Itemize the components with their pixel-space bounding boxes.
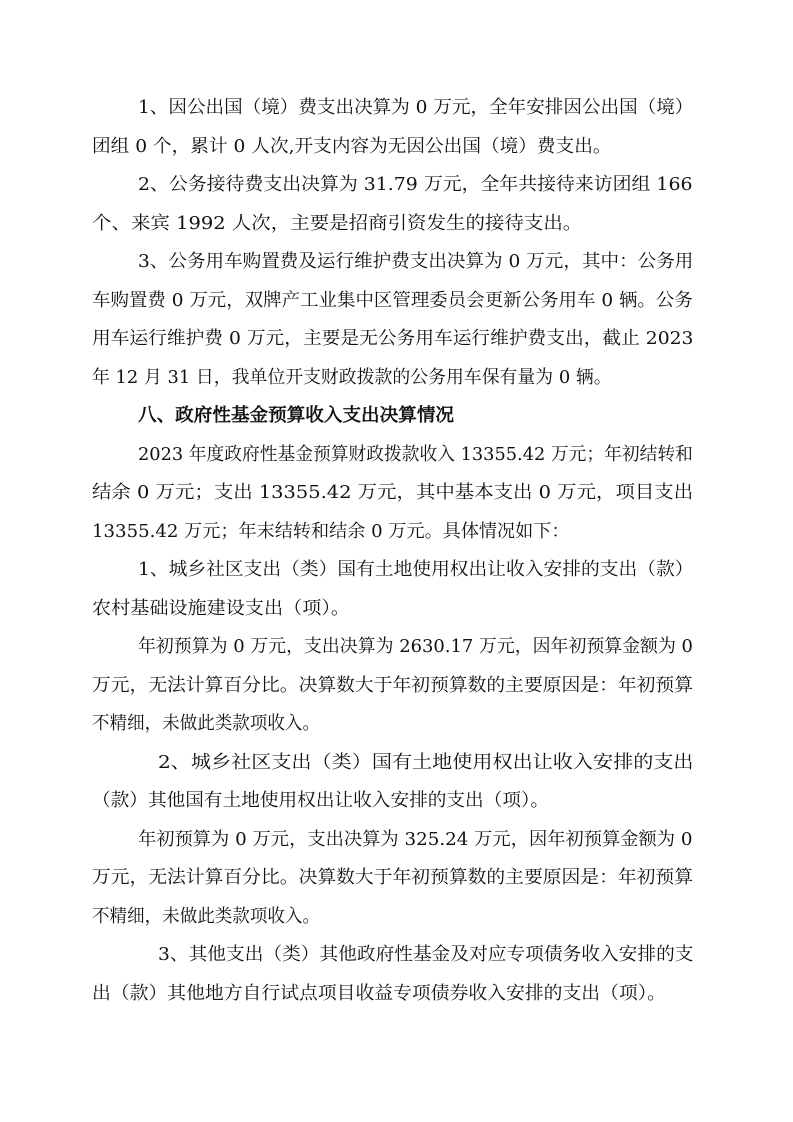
text-line: 万元，无法计算百分比。决算数大于年初预算数的主要原因是：年初预算 — [92, 867, 693, 888]
section-heading: 八、政府性基金预算收入支出决算情况 — [138, 405, 455, 426]
text-line: 农村基础设施建设支出（项）。 — [92, 598, 350, 619]
text-line: 团组 0 个，累计 0 人次,开支内容为无因公出国（境）费支出。 — [92, 136, 612, 157]
text-line: 2、城乡社区支出（类）国有土地使用权出让收入安排的支出 — [158, 752, 694, 773]
text-line: 个、来宾 1992 人次，主要是招商引资发生的接待支出。 — [92, 213, 583, 234]
text-line: 不精细，未做此类款项收入。 — [92, 713, 320, 734]
text-line: 不精细，未做此类款项收入。 — [92, 906, 320, 927]
text-line: 3、其他支出（类）其他政府性基金及对应专项债务收入安排的支 — [158, 944, 694, 965]
text-line: 年 12 月 31 日，我单位开支财政拨款的公务用车保有量为 0 辆。 — [92, 367, 612, 388]
text-line: 1、城乡社区支出（类）国有土地使用权出让收入安排的支出（款） — [138, 559, 694, 580]
text-line: 结余 0 万元；支出 13355.42 万元，其中基本支出 0 万元，项目支出 — [92, 482, 694, 503]
text-line: 车购置费 0 万元，双牌产工业集中区管理委员会更新公务用车 0 辆。公务 — [92, 290, 693, 311]
text-line: 用车运行维护费 0 万元，主要是无公务用车运行维护费支出，截止 2023 — [92, 328, 694, 349]
text-line: 1、因公出国（境）费支出决算为 0 万元，全年安排因公出国（境） — [138, 97, 694, 118]
text-line: 万元，无法计算百分比。决算数大于年初预算数的主要原因是：年初预算 — [92, 675, 693, 696]
text-line: 3、公务用车购置费及运行维护费支出决算为 0 万元，其中：公务用 — [138, 251, 694, 272]
text-line: 出（款）其他地方自行试点项目收益专项债券收入安排的支出（项）。 — [92, 983, 666, 1004]
text-line: 年初预算为 0 万元，支出决算为 325.24 万元，因年初预算金额为 0 — [138, 829, 693, 850]
text-line: 年初预算为 0 万元，支出决算为 2630.17 万元，因年初预算金额为 0 — [138, 636, 693, 657]
text-line: 2、公务接待费支出决算为 31.79 万元，全年共接待来访团组 166 — [138, 174, 693, 195]
text-line: 13355.42 万元；年末结转和结余 0 万元。具体情况如下： — [92, 521, 570, 542]
text-line: 2023 年度政府性基金预算财政拨款收入 13355.42 万元；年初结转和 — [138, 444, 693, 465]
text-line: （款）其他国有土地使用权出让收入安排的支出（项）。 — [92, 790, 549, 811]
